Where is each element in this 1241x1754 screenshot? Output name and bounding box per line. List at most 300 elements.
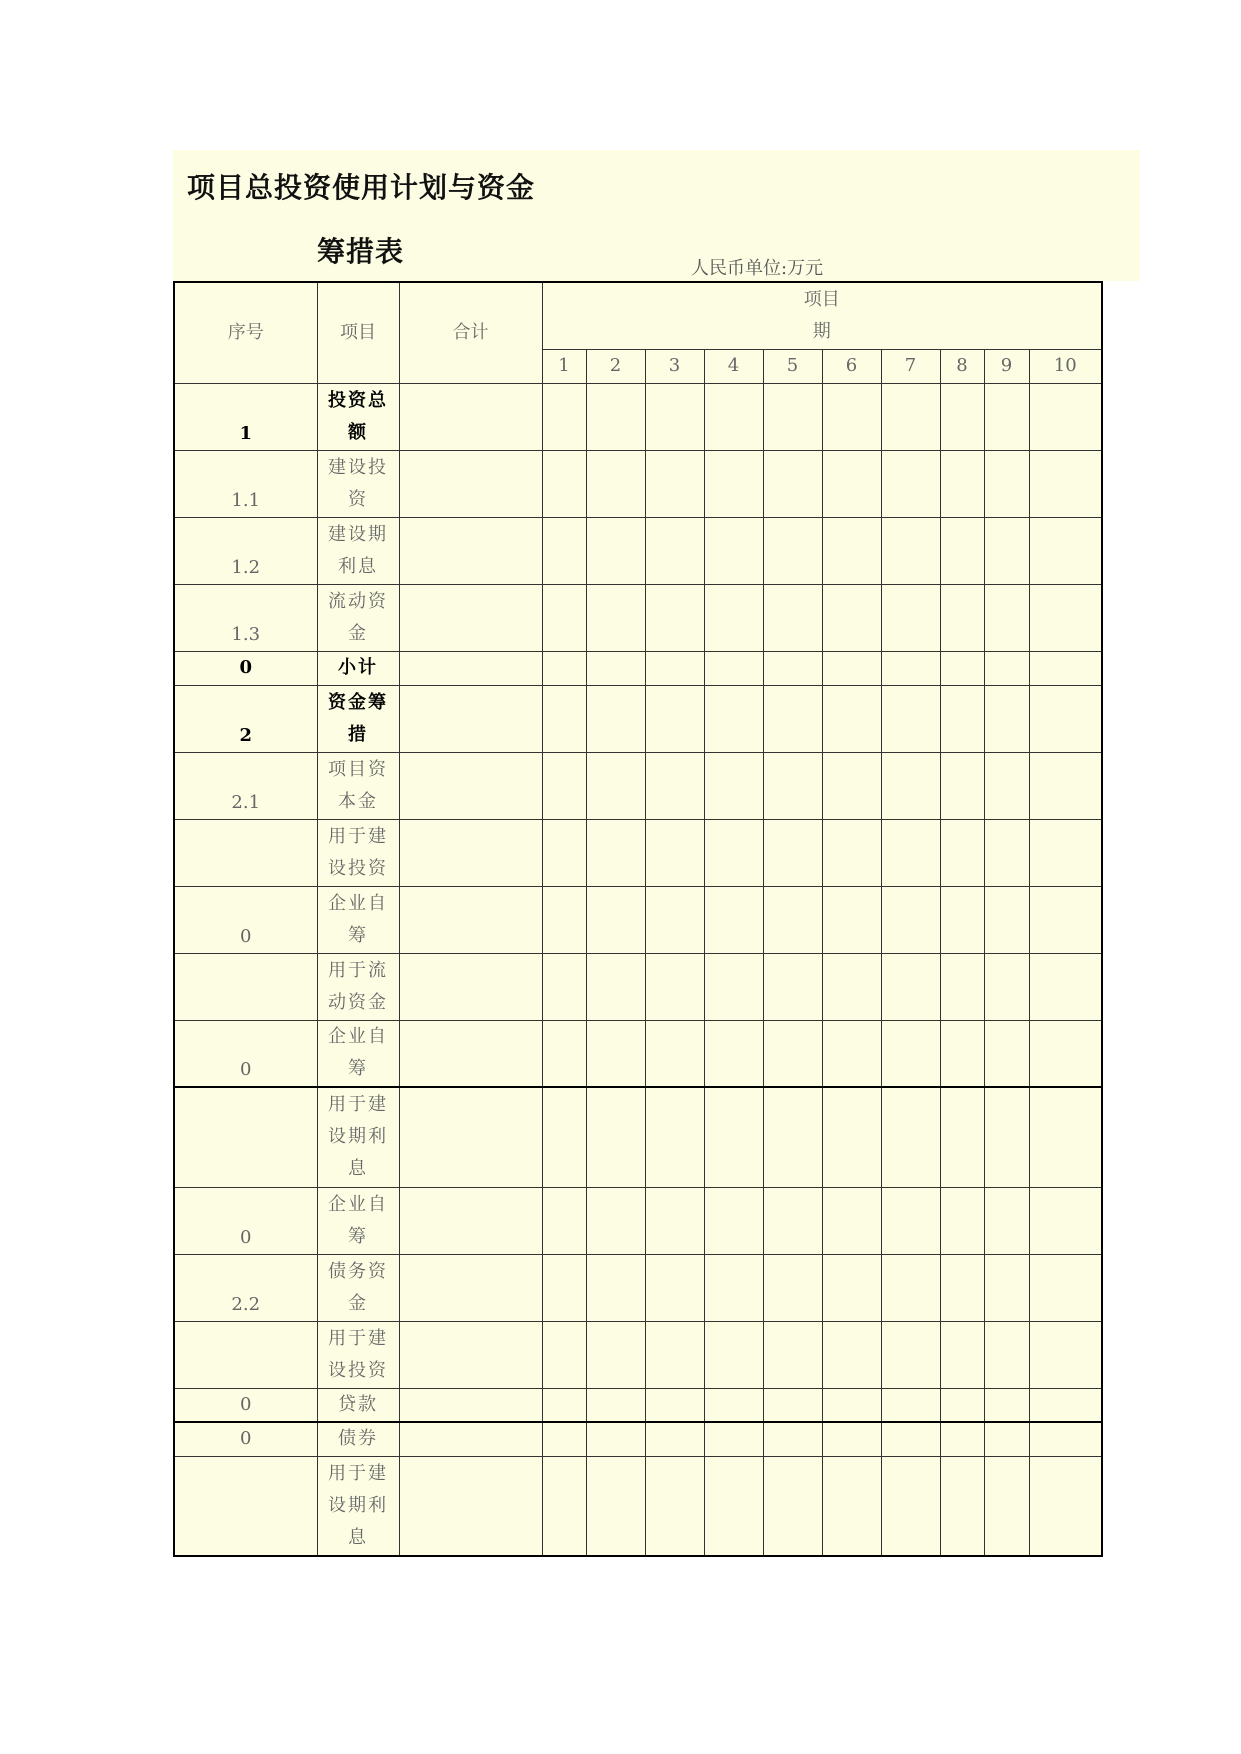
row-period-cell — [542, 1321, 586, 1388]
header-period-10: 10 — [1029, 349, 1102, 383]
row-total-cell — [399, 584, 542, 651]
row-period-cell — [645, 1087, 704, 1187]
table-row — [174, 1254, 1102, 1321]
row-period-cell — [542, 584, 586, 651]
row-period-cell — [940, 1456, 984, 1556]
header-period-8: 8 — [940, 349, 984, 383]
row-total-cell — [399, 886, 542, 953]
row-item-name-line: 债券 — [338, 1428, 378, 1450]
row-period-cell — [763, 1087, 822, 1187]
row-total-cell — [399, 651, 542, 685]
row-period-cell — [763, 1456, 822, 1556]
header-period — [542, 282, 1102, 349]
row-period-cell — [704, 685, 763, 752]
row-total-cell — [399, 1254, 542, 1321]
row-period-cell — [645, 1187, 704, 1254]
row-seq: 0 — [174, 651, 317, 685]
row-seq: 0 — [174, 1020, 317, 1087]
row-period-cell — [984, 886, 1029, 953]
row-item-name — [317, 383, 399, 450]
row-period-cell — [645, 651, 704, 685]
row-period-cell — [822, 1388, 881, 1422]
row-period-cell — [763, 1422, 822, 1456]
row-period-cell — [763, 886, 822, 953]
row-period-cell — [940, 1187, 984, 1254]
row-period-cell — [881, 584, 940, 651]
table-row — [174, 752, 1102, 819]
row-item-name — [317, 584, 399, 651]
row-period-cell — [645, 1456, 704, 1556]
row-total-cell — [399, 953, 542, 1020]
row-period-cell — [822, 1254, 881, 1321]
table-row — [174, 685, 1102, 752]
row-period-cell — [542, 1456, 586, 1556]
row-period-cell — [984, 1456, 1029, 1556]
row-period-cell — [1029, 685, 1102, 752]
row-seq: 2 — [174, 685, 317, 752]
row-item-name-line: 利息 — [338, 555, 378, 577]
row-period-cell — [704, 1087, 763, 1187]
row-item-name-line: 筹 — [348, 1058, 368, 1080]
row-period-cell — [940, 651, 984, 685]
row-item-name — [317, 1254, 399, 1321]
table-row — [174, 1187, 1102, 1254]
row-period-cell — [881, 450, 940, 517]
row-period-cell — [822, 584, 881, 651]
row-period-cell — [704, 584, 763, 651]
table-row — [174, 953, 1102, 1020]
row-period-cell — [940, 1388, 984, 1422]
table-row — [174, 1422, 1102, 1456]
row-period-cell — [586, 752, 645, 819]
row-seq: 0 — [174, 1388, 317, 1422]
row-period-cell — [586, 819, 645, 886]
row-seq: 0 — [174, 1422, 317, 1456]
row-period-cell — [1029, 1456, 1102, 1556]
row-period-cell — [645, 383, 704, 450]
row-period-cell — [645, 517, 704, 584]
table-row — [174, 651, 1102, 685]
row-period-cell — [881, 953, 940, 1020]
row-period-cell — [881, 1254, 940, 1321]
row-period-cell — [881, 517, 940, 584]
row-period-cell — [881, 651, 940, 685]
row-period-cell — [1029, 1087, 1102, 1187]
row-period-cell — [542, 953, 586, 1020]
row-period-cell — [822, 1321, 881, 1388]
row-total-cell — [399, 685, 542, 752]
row-period-cell — [586, 1422, 645, 1456]
row-period-cell — [586, 1456, 645, 1556]
row-item-name — [317, 953, 399, 1020]
row-total-cell — [399, 1456, 542, 1556]
row-period-cell — [586, 685, 645, 752]
row-period-cell — [542, 1254, 586, 1321]
row-total-cell — [399, 1187, 542, 1254]
row-period-cell — [881, 1422, 940, 1456]
row-item-name-line: 金 — [348, 1292, 368, 1314]
row-period-cell — [542, 1187, 586, 1254]
row-item-name-line: 筹 — [348, 1225, 368, 1247]
row-period-cell — [940, 584, 984, 651]
row-period-cell — [645, 685, 704, 752]
row-period-cell — [542, 517, 586, 584]
row-period-cell — [881, 1020, 940, 1087]
row-period-cell — [1029, 819, 1102, 886]
row-item-name-line: 企业自 — [328, 892, 388, 914]
row-period-cell — [940, 383, 984, 450]
row-period-cell — [822, 819, 881, 886]
row-period-cell — [704, 752, 763, 819]
row-item-name — [317, 651, 399, 685]
row-period-cell — [704, 1456, 763, 1556]
row-period-cell — [940, 685, 984, 752]
row-total-cell — [399, 752, 542, 819]
row-period-cell — [763, 584, 822, 651]
row-period-cell — [822, 651, 881, 685]
row-period-cell — [542, 1020, 586, 1087]
row-period-cell — [940, 953, 984, 1020]
header-period-4: 4 — [704, 349, 763, 383]
row-total-cell — [399, 1321, 542, 1388]
row-period-cell — [586, 886, 645, 953]
table-row — [174, 450, 1102, 517]
row-period-cell — [704, 1187, 763, 1254]
row-item-name-line: 筹 — [348, 924, 368, 946]
header-period-9: 9 — [984, 349, 1029, 383]
row-item-name-line: 设投资 — [328, 857, 388, 879]
row-period-cell — [1029, 1187, 1102, 1254]
row-item-name-line: 资 — [348, 488, 368, 510]
row-period-cell — [542, 685, 586, 752]
row-period-cell — [645, 819, 704, 886]
table-row — [174, 517, 1102, 584]
row-item-name-line: 用于流 — [328, 959, 388, 981]
row-period-cell — [542, 886, 586, 953]
row-seq: 0 — [174, 886, 317, 953]
page-title-line1: 项目总投资使用计划与资金 — [187, 171, 536, 204]
row-period-cell — [1029, 1422, 1102, 1456]
row-period-cell — [1029, 584, 1102, 651]
row-seq — [174, 819, 317, 886]
row-period-cell — [1029, 651, 1102, 685]
row-item-name — [317, 1321, 399, 1388]
row-item-name-line: 动资金 — [328, 991, 388, 1013]
row-item-name-line: 设投资 — [328, 1359, 388, 1381]
row-period-cell — [822, 685, 881, 752]
row-total-cell — [399, 517, 542, 584]
row-item-name-line: 债务资 — [328, 1260, 388, 1282]
row-item-name-line: 企业自 — [328, 1026, 388, 1048]
row-period-cell — [763, 651, 822, 685]
table-row — [174, 383, 1102, 450]
row-period-cell — [763, 953, 822, 1020]
row-period-cell — [645, 1254, 704, 1321]
row-period-cell — [881, 1321, 940, 1388]
row-period-cell — [586, 1321, 645, 1388]
row-seq — [174, 953, 317, 1020]
row-seq: 1.3 — [174, 584, 317, 651]
row-seq — [174, 1456, 317, 1556]
row-period-cell — [881, 1087, 940, 1187]
row-period-cell — [542, 819, 586, 886]
row-period-cell — [822, 1020, 881, 1087]
row-item-name-line: 用于建 — [328, 1327, 388, 1349]
row-period-cell — [940, 1422, 984, 1456]
row-period-cell — [940, 1020, 984, 1087]
row-item-name-line: 用于建 — [328, 825, 388, 847]
row-total-cell — [399, 1422, 542, 1456]
row-item-name — [317, 1020, 399, 1087]
row-item-name-line: 设期利 — [328, 1126, 388, 1148]
row-item-name-line: 用于建 — [328, 1094, 388, 1116]
row-period-cell — [822, 752, 881, 819]
header-period-line2: 期 — [812, 320, 831, 342]
row-period-cell — [704, 450, 763, 517]
row-item-name — [317, 819, 399, 886]
row-item-name-line: 用于建 — [328, 1462, 388, 1484]
row-period-cell — [984, 1388, 1029, 1422]
row-period-cell — [763, 450, 822, 517]
row-item-name — [317, 517, 399, 584]
row-seq — [174, 1087, 317, 1187]
row-item-name-line: 流动资 — [328, 590, 388, 612]
row-period-cell — [704, 1422, 763, 1456]
row-period-cell — [881, 1388, 940, 1422]
row-period-cell — [881, 383, 940, 450]
row-period-cell — [984, 651, 1029, 685]
table-row — [174, 1020, 1102, 1087]
row-seq: 2.2 — [174, 1254, 317, 1321]
row-item-name — [317, 886, 399, 953]
row-period-cell — [881, 1187, 940, 1254]
row-period-cell — [881, 819, 940, 886]
row-period-cell — [586, 1388, 645, 1422]
row-period-cell — [822, 1456, 881, 1556]
row-period-cell — [940, 1321, 984, 1388]
row-period-cell — [1029, 1020, 1102, 1087]
row-period-cell — [645, 1422, 704, 1456]
currency-unit-label: 人民币单位:万元 — [691, 258, 824, 279]
row-item-name-line: 息 — [348, 1526, 368, 1548]
row-period-cell — [763, 819, 822, 886]
row-period-cell — [1029, 1254, 1102, 1321]
row-period-cell — [984, 1020, 1029, 1087]
row-period-cell — [586, 450, 645, 517]
row-period-cell — [763, 1254, 822, 1321]
row-item-name-line: 小计 — [338, 657, 378, 678]
row-period-cell — [1029, 953, 1102, 1020]
table-row — [174, 819, 1102, 886]
row-period-cell — [940, 517, 984, 584]
header-period-line1: 项目 — [803, 288, 840, 310]
row-period-cell — [984, 450, 1029, 517]
row-item-name-line: 金 — [348, 622, 368, 644]
row-seq: 0 — [174, 1187, 317, 1254]
row-period-cell — [940, 819, 984, 886]
row-period-cell — [704, 1388, 763, 1422]
row-period-cell — [704, 953, 763, 1020]
row-seq — [174, 1321, 317, 1388]
page-title-line2: 筹措表 — [317, 235, 405, 268]
row-period-cell — [984, 1187, 1029, 1254]
row-period-cell — [763, 1388, 822, 1422]
row-item-name-line: 投资总 — [328, 389, 388, 411]
row-period-cell — [881, 685, 940, 752]
row-period-cell — [763, 1187, 822, 1254]
row-period-cell — [984, 1321, 1029, 1388]
row-seq: 2.1 — [174, 752, 317, 819]
row-item-name-line: 本金 — [338, 790, 378, 812]
row-period-cell — [586, 651, 645, 685]
row-period-cell — [1029, 886, 1102, 953]
row-total-cell — [399, 1388, 542, 1422]
header-seq: 序号 — [174, 282, 317, 383]
row-seq: 1.2 — [174, 517, 317, 584]
row-period-cell — [763, 1321, 822, 1388]
row-period-cell — [645, 953, 704, 1020]
row-period-cell — [1029, 1388, 1102, 1422]
row-period-cell — [542, 1388, 586, 1422]
row-item-name-line: 设期利 — [328, 1494, 388, 1516]
header-period-1: 1 — [542, 349, 586, 383]
header-period-5: 5 — [763, 349, 822, 383]
row-item-name — [317, 1187, 399, 1254]
row-period-cell — [940, 1087, 984, 1187]
row-period-cell — [542, 752, 586, 819]
row-period-cell — [645, 1020, 704, 1087]
row-period-cell — [822, 953, 881, 1020]
row-period-cell — [704, 1020, 763, 1087]
header-period-6: 6 — [822, 349, 881, 383]
row-period-cell — [822, 886, 881, 953]
table-row — [174, 1087, 1102, 1187]
row-period-cell — [645, 886, 704, 953]
row-period-cell — [542, 651, 586, 685]
row-item-name-line: 息 — [348, 1158, 368, 1180]
row-period-cell — [822, 1187, 881, 1254]
row-period-cell — [984, 1087, 1029, 1187]
header-item: 项目 — [317, 282, 399, 383]
row-total-cell — [399, 819, 542, 886]
row-period-cell — [984, 752, 1029, 819]
header-period-7: 7 — [881, 349, 940, 383]
table-row — [174, 1388, 1102, 1422]
row-item-name — [317, 685, 399, 752]
row-item-name — [317, 752, 399, 819]
row-period-cell — [645, 1321, 704, 1388]
row-period-cell — [984, 517, 1029, 584]
row-period-cell — [763, 685, 822, 752]
row-period-cell — [542, 450, 586, 517]
row-period-cell — [704, 1321, 763, 1388]
row-period-cell — [586, 953, 645, 1020]
row-period-cell — [704, 383, 763, 450]
row-period-cell — [940, 886, 984, 953]
row-item-name-line: 建设投 — [328, 456, 388, 478]
row-period-cell — [984, 1254, 1029, 1321]
row-total-cell — [399, 383, 542, 450]
header-period-2: 2 — [586, 349, 645, 383]
row-period-cell — [822, 1087, 881, 1187]
row-period-cell — [763, 1020, 822, 1087]
row-period-cell — [984, 584, 1029, 651]
row-period-cell — [645, 450, 704, 517]
table-row — [174, 886, 1102, 953]
row-total-cell — [399, 1087, 542, 1187]
row-item-name — [317, 1456, 399, 1556]
investment-plan-table — [173, 281, 1103, 1557]
row-seq: 1 — [174, 383, 317, 450]
row-total-cell — [399, 1020, 542, 1087]
table-row — [174, 584, 1102, 651]
row-item-name-line: 措 — [348, 723, 368, 745]
row-total-cell — [399, 450, 542, 517]
row-period-cell — [1029, 450, 1102, 517]
row-period-cell — [586, 1020, 645, 1087]
header-period-3: 3 — [645, 349, 704, 383]
row-period-cell — [1029, 752, 1102, 819]
row-seq: 1.1 — [174, 450, 317, 517]
table-row — [174, 1321, 1102, 1388]
row-period-cell — [881, 1456, 940, 1556]
row-item-name-line: 建设期 — [328, 523, 388, 545]
row-item-name-line: 项目资 — [328, 758, 388, 780]
row-item-name — [317, 1388, 399, 1422]
row-item-name — [317, 1087, 399, 1187]
row-item-name-line: 企业自 — [328, 1193, 388, 1215]
row-period-cell — [704, 651, 763, 685]
row-period-cell — [1029, 517, 1102, 584]
row-period-cell — [822, 1422, 881, 1456]
row-period-cell — [542, 1422, 586, 1456]
row-period-cell — [704, 819, 763, 886]
row-period-cell — [704, 1254, 763, 1321]
table-row — [174, 1456, 1102, 1556]
row-period-cell — [704, 517, 763, 584]
row-period-cell — [984, 953, 1029, 1020]
row-period-cell — [645, 752, 704, 819]
row-period-cell — [822, 450, 881, 517]
row-period-cell — [940, 450, 984, 517]
row-period-cell — [984, 383, 1029, 450]
row-period-cell — [984, 685, 1029, 752]
row-period-cell — [940, 752, 984, 819]
row-period-cell — [586, 1187, 645, 1254]
header-total: 合计 — [399, 282, 542, 383]
row-item-name — [317, 1422, 399, 1456]
row-period-cell — [586, 517, 645, 584]
row-period-cell — [984, 819, 1029, 886]
row-item-name-line: 资金筹 — [328, 691, 388, 713]
row-period-cell — [763, 752, 822, 819]
row-period-cell — [1029, 383, 1102, 450]
row-period-cell — [586, 1254, 645, 1321]
row-item-name — [317, 450, 399, 517]
row-period-cell — [542, 1087, 586, 1187]
row-item-name-line: 贷款 — [338, 1393, 378, 1415]
row-period-cell — [763, 517, 822, 584]
row-period-cell — [645, 1388, 704, 1422]
row-period-cell — [822, 517, 881, 584]
row-period-cell — [586, 1087, 645, 1187]
row-period-cell — [984, 1422, 1029, 1456]
row-period-cell — [881, 752, 940, 819]
row-period-cell — [763, 383, 822, 450]
row-period-cell — [645, 584, 704, 651]
title-block — [173, 150, 1140, 281]
row-item-name-line: 额 — [348, 421, 368, 443]
